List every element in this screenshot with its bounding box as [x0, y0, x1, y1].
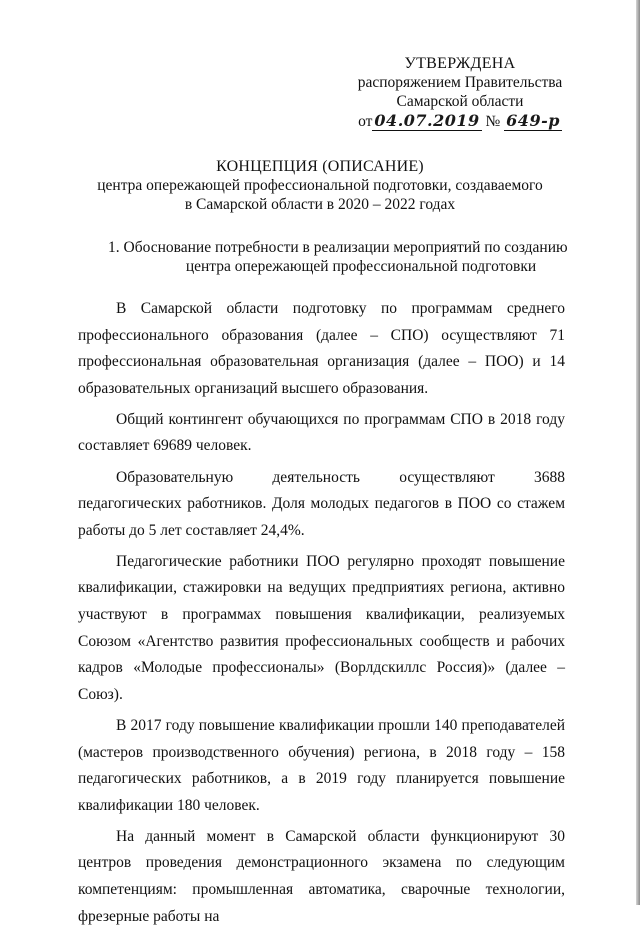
document-title: КОНЦЕПЦИЯ (ОПИСАНИЕ) [216, 158, 424, 175]
approval-date: 04.07.2019 [374, 111, 480, 130]
approval-date-line [358, 111, 562, 131]
date-prefix: от [358, 113, 373, 130]
number-prefix: № [485, 113, 501, 130]
approval-region-line: Самарской области [396, 93, 524, 110]
paragraph: Педагогические работники ПОО регулярно проходят повышение квалификации, стажировки на ведущих предприятиях региона, активно участвуют в программах повышения квалификации, реализуемых Союзом «Агентство развития профессиональных сообществ и рабочих кадров «Молодые профессионалы» (Ворлдскиллс Россия)» (далее – Союз). [78, 552, 565, 703]
approval-block [340, 54, 580, 131]
approval-authority-line: распоряжением Правительства [357, 74, 563, 91]
approval-stamp: УТВЕРЖДЕНА [404, 55, 516, 72]
section-heading-line2: центра опережающей профессиональной подготовки [185, 258, 537, 275]
scan-edge-shadow [636, 0, 640, 905]
paragraph: В 2017 году повышение квалификации прошли 140 преподавателей (мастеров производственного обучения) региона, в 2018 году – 158 педагогических работников, а в 2019 году планируется повышение квалификации 180 человек. [78, 716, 565, 814]
document-subtitle-line1: центра опережающей профессиональной подготовки, создаваемого [97, 177, 543, 194]
document-subtitle-line2: в Самарской области в 2020 – 2022 годах [184, 196, 456, 213]
approval-number: 649-р [506, 111, 560, 130]
paragraph: На данный момент в Самарской области функционируют 30 центров проведения демонстрационного экзамена по следующим компетенциям: промышленная автоматика, сварочные технологии, фрезерные работы на [78, 827, 565, 925]
paragraph: В Самарской области подготовку по программам среднего профессионального образования (далее – СПО) осуществляют 71 профессиональная образовательная организация (далее – ПОО) и 14 образовательных организаций высшего образования. [78, 300, 565, 397]
paragraph: Общий контингент обучающихся по программам СПО в 2018 году составляет 69689 человек. [78, 410, 565, 455]
document-title-block [60, 157, 580, 214]
section-heading-line1: 1. Обоснование потребности в реализации мероприятий по созданию [108, 239, 568, 256]
paragraph: Образовательную деятельность осуществляют 3688 педагогических работников. Доля молодых педагогов в ПОО со стажем работы до 5 лет составляет 24,4%. [78, 468, 565, 539]
section-heading [88, 238, 578, 276]
document-body [78, 296, 565, 935]
